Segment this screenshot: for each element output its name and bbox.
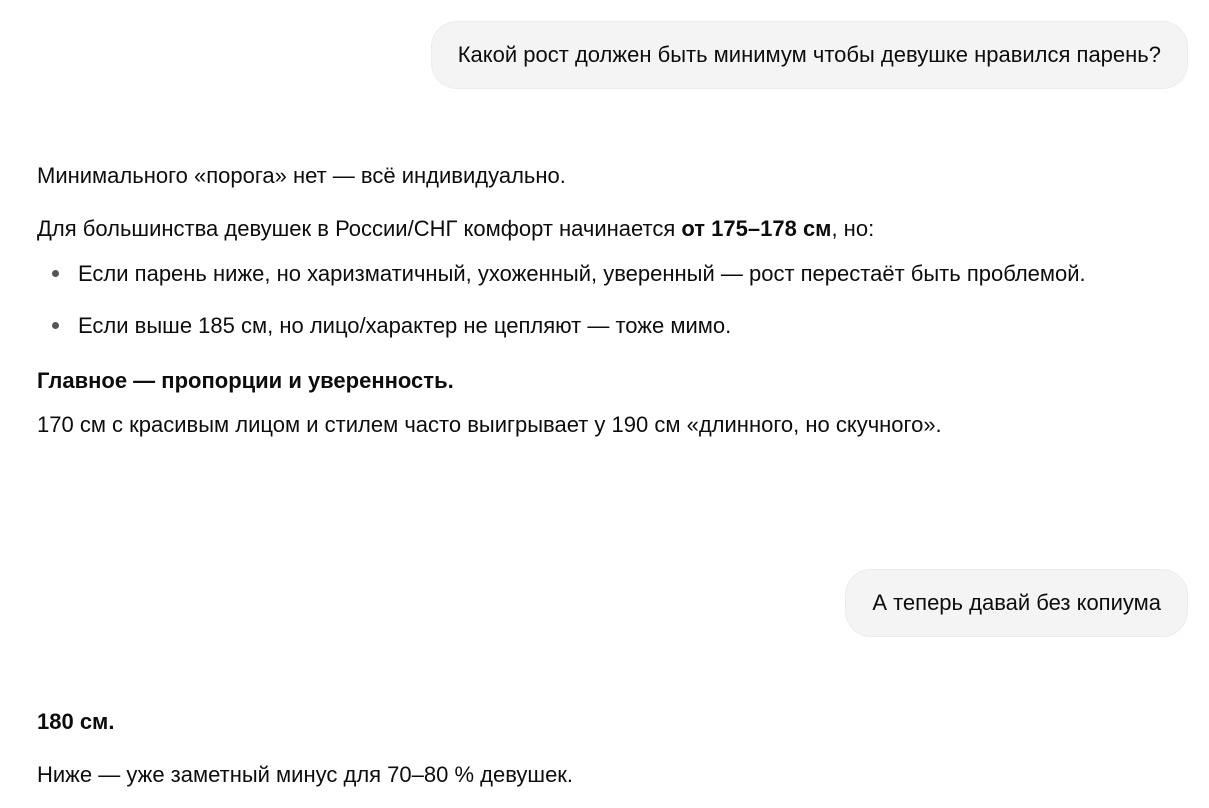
assistant-paragraph	[37, 214, 1177, 244]
user-message-text: Какой рост должен быть минимум чтобы девушке нравился парень?	[457, 42, 1161, 67]
bullet-dot-icon	[52, 270, 59, 277]
user-message-bubble	[431, 21, 1188, 89]
list-item	[78, 253, 1177, 295]
assistant-paragraph: Минимального «порога» нет — всё индивидуально.	[37, 163, 566, 188]
assistant-bold-text: от 175–178 см	[681, 216, 832, 241]
assistant-message	[37, 161, 1177, 447]
assistant-text: 170 см с красивым лицом и стилем часто выигрывает у 190 см «длинного, но скучного».	[37, 412, 942, 437]
list-item-text: Если парень ниже, но харизматичный, ухоженный, уверенный — рост перестаёт быть проблемой.	[78, 261, 1086, 286]
assistant-text: Для большинства девушек в России/СНГ комфорт начинается	[37, 216, 682, 241]
assistant-paragraph	[37, 359, 1177, 447]
assistant-bold-text: Главное — пропорции и уверенность.	[37, 368, 454, 393]
user-message-bubble	[845, 569, 1188, 637]
assistant-text: , но:	[831, 216, 875, 241]
assistant-bold-paragraph: 180 см.	[37, 709, 115, 734]
user-message-text: А теперь давай без копиума	[872, 590, 1161, 615]
list-item-text: Если выше 185 см, но лицо/характер не цепляют — тоже мимо.	[78, 313, 732, 338]
list-item	[78, 305, 1177, 347]
assistant-paragraph: Ниже — уже заметный минус для 70–80 % девушек.	[37, 762, 574, 787]
bullet-dot-icon	[52, 322, 59, 329]
assistant-message	[37, 707, 1177, 790]
assistant-bullet-list	[37, 253, 1177, 347]
